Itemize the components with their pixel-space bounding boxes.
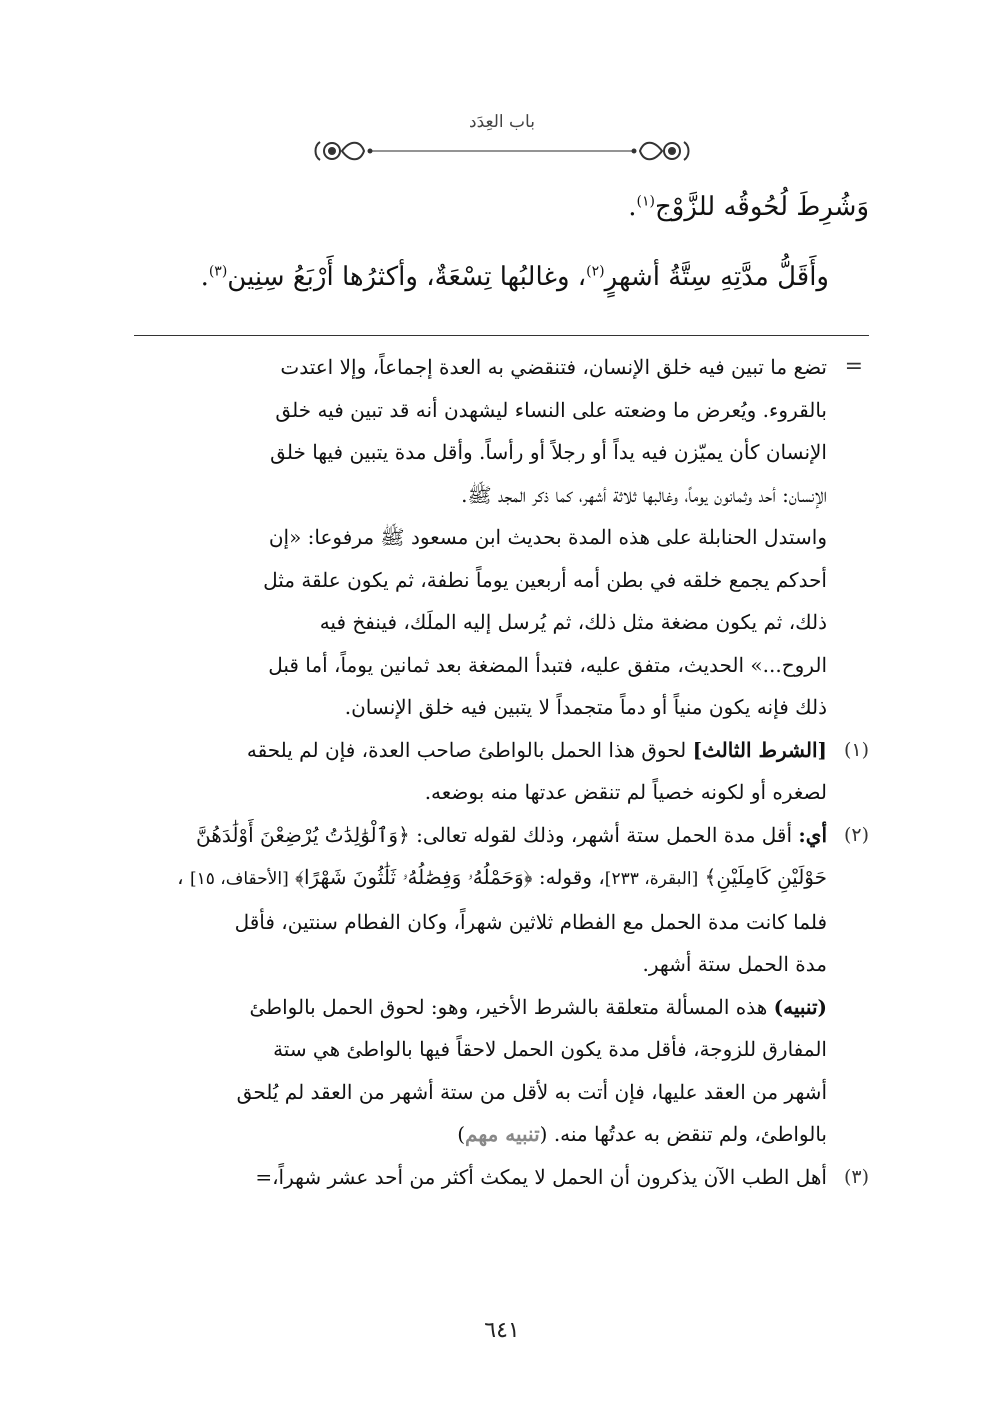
footnote-line: المفارق للزوجة، فأقل مدة يكون الحمل لاحقاً فيها بالواطئ هي ستة bbox=[273, 1037, 827, 1061]
footnote-separator bbox=[134, 335, 869, 336]
footnote-line: ذلك، ثم يكون مضغة مثل ذلك، ثم يُرسل إليه الملَك، فينفخ فيه bbox=[319, 610, 827, 634]
matn-text: وأَقَلُّ مدَّتِهِ سِتَّةُ أشهرٍ bbox=[604, 262, 829, 292]
footnote-line: الروح...» الحديث، متفق عليه، فتبدأ المضغة بعد ثمانين يوماً، أما قبل bbox=[268, 652, 827, 677]
important-note-label: تنبيه مهم bbox=[465, 1122, 540, 1146]
footnote-text: لحوق هذا الحمل بالواطئ صاحب العدة، فإن لم يلحقه bbox=[246, 737, 693, 762]
footnote-line: مدة الحمل ستة أشهر. bbox=[642, 952, 827, 976]
footnote-3 bbox=[134, 1156, 869, 1199]
footnote-2 bbox=[134, 814, 869, 1156]
footnote-line: بالقروء. ويُعرض ما وضعته على النساء ليشهدن أنه قد تبين فيه خلق bbox=[275, 397, 827, 422]
footnote-ref-3[interactable]: (٣) bbox=[208, 263, 228, 280]
matn-punct: . bbox=[200, 262, 209, 292]
footnote-text: أقل مدة الحمل ستة أشهر، وذلك لقوله تعالى: ﴿وَٱلْوَٰلِدَٰتُ يُرْضِعْنَ أَوْلَٰدَهُنَّ bbox=[196, 822, 799, 847]
footnote-line bbox=[134, 986, 827, 1029]
footnote-heading: [الشرط الثالث] bbox=[692, 737, 827, 762]
footnote-number: (٣) bbox=[843, 1165, 869, 1188]
footnote-text: ، وقوله: bbox=[532, 865, 605, 889]
footnote-line bbox=[134, 1113, 827, 1156]
footnote-ref-1[interactable]: (١) bbox=[636, 193, 656, 210]
matn-text: وَشُرِطَ لُحُوقُه للزَّوْج bbox=[655, 192, 869, 222]
footnote-line: ذلك فإنه يكون منياً أو دماً متجمداً لا يتبين فيه خلق الإنسان. bbox=[344, 695, 827, 719]
quran-quote: ﴿وَحَمْلُهُۥ وَفِصَٰلُهُۥ ثَلَٰثُونَ شَهْرًا﴾ bbox=[295, 865, 533, 889]
running-title: باب العِدَد bbox=[469, 112, 535, 132]
matn-line-1 bbox=[628, 192, 869, 222]
quran-reference: [البقرة، ٢٣٣] bbox=[604, 869, 699, 889]
matn-line-2 bbox=[201, 262, 829, 292]
footnote-number: (٢) bbox=[843, 823, 869, 846]
page-number: ٦٤١ bbox=[484, 1318, 520, 1343]
footnote-text: بالواطئ، ولم تنقض به عدتُها منه. ( bbox=[539, 1122, 827, 1146]
footnote-line: أحدكم يجمع خلقه في بطن أمه أربعين يوماً نطفة، ثم يكون علقة مثل bbox=[263, 567, 827, 592]
footnote-line: فلما كانت مدة الحمل مع الفطام ثلاثين شهراً، وكان الفطام سنتين، فأقل bbox=[234, 909, 827, 934]
footnote-line bbox=[134, 729, 827, 772]
ornament-rule bbox=[312, 136, 692, 166]
footnote-text: ، bbox=[177, 865, 184, 889]
note-heading: (تنبيه) bbox=[773, 994, 827, 1019]
footnote-number: (١) bbox=[843, 738, 869, 761]
footnote-continuation bbox=[134, 346, 869, 729]
matn-text: ، وغالبُها تِسْعَةٌ، وأكثرُها أَرْبَعُ سِنِين bbox=[227, 262, 587, 292]
footnote-line: تضع ما تبين فيه خلق الإنسان، فتنقضي به العدة إجماعاً، وإلا اعتدت bbox=[280, 355, 827, 379]
continuation-mark: = bbox=[844, 354, 863, 379]
footnotes bbox=[134, 346, 869, 1198]
footnote-line bbox=[134, 856, 827, 901]
footnote-line: واستدل الحنابلة على هذه المدة بحديث ابن مسعود ﷺ مرفوعا: «إن bbox=[268, 525, 827, 549]
quran-reference: [الأحقاف، ١٥] bbox=[189, 869, 289, 889]
footnote-text: ) bbox=[457, 1122, 466, 1146]
footnote-1 bbox=[134, 729, 869, 814]
footnote-heading: أي: bbox=[798, 822, 827, 847]
footnote-line: الإنسان كأن يميّزن فيه يداً أو رجلاً أو رأساً. وأقل مدة يتبين فيها خلق bbox=[270, 440, 827, 464]
footnote-text: هذه المسألة متعلقة بالشرط الأخير، وهو: لحوق الحمل بالواطئ bbox=[249, 994, 774, 1019]
footnote-line: أشهر من العقد عليها، فإن أتت به لأقل من ستة أشهر من العقد لم يُلحق bbox=[236, 1079, 827, 1104]
quran-quote: حَوْلَيْنِ كَامِلَيْنِ﴾ bbox=[704, 865, 827, 889]
footnote-ref-2[interactable]: (٢) bbox=[586, 263, 605, 280]
footnote-line: أهل الطب الآن يذكرون أن الحمل لا يمكث أكثر من أحد عشر شهراً،= bbox=[255, 1164, 827, 1189]
footnote-line: الإنسان: أحد وثمانون يوماً، وغالبها ثلاثة أشهر، كما ذكر المجد ﷺ. bbox=[461, 482, 827, 507]
footnote-line bbox=[134, 814, 827, 857]
matn-punct: . bbox=[628, 192, 637, 222]
footnote-line: لصغره أو لكونه خصياً لم تنقض عدتها منه بوضعه. bbox=[424, 780, 827, 804]
